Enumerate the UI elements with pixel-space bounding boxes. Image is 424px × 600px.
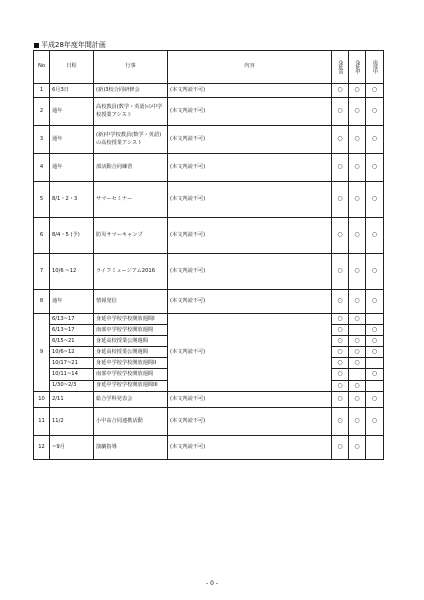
mark-school-1: ○ — [332, 358, 349, 369]
row-number: 10 — [34, 391, 50, 407]
row-number: 11 — [34, 407, 50, 435]
mark-school-3: ○ — [366, 218, 384, 254]
row-content: (本文判読不可) — [168, 182, 332, 218]
header-no: No — [34, 51, 50, 84]
mark-school-2: ○ — [349, 154, 366, 182]
table-row — [34, 126, 384, 154]
row-event: 南部中学校学校開放週間 — [94, 325, 168, 336]
row-event: サマーセミナー — [94, 182, 168, 218]
mark-school-3: ○ — [366, 369, 384, 380]
row-date: 8/1・2・3 — [50, 182, 94, 218]
row-content: (本文判読不可) — [168, 407, 332, 435]
mark-school-3: ○ — [366, 182, 384, 218]
table-row — [34, 407, 384, 435]
mark-school-2: ○ — [349, 126, 366, 154]
mark-school-2: ○ — [349, 358, 366, 369]
mark-school-2: ○ — [349, 98, 366, 126]
row-number: 12 — [34, 435, 50, 459]
row-date: 10/11~14 — [50, 369, 94, 380]
mark-school-2: ○ — [349, 347, 366, 358]
row-date: 8/4・5 (予) — [50, 218, 94, 254]
row-event: 南部中学校学校開放週間 — [94, 369, 168, 380]
row-number: 2 — [34, 98, 50, 126]
row-content: (本文判読不可) — [168, 154, 332, 182]
table-row — [34, 391, 384, 407]
row-date: 2/11 — [50, 391, 94, 407]
mark-school-1: ○ — [332, 290, 349, 314]
page-title: 平成28年度年間計画 — [34, 40, 106, 50]
row-number: 1 — [34, 84, 50, 98]
row-date: 10/6~12 — [50, 347, 94, 358]
row-date: 10/6 ~12 — [50, 254, 94, 290]
header-school-2: 身延中 — [349, 51, 366, 84]
mark-school-3 — [366, 358, 384, 369]
page-number: - 0 - — [206, 580, 218, 587]
row-number: 3 — [34, 126, 50, 154]
mark-school-3: ○ — [366, 98, 384, 126]
mark-school-1: ○ — [332, 154, 349, 182]
row-content: (本文判読不可) — [168, 98, 332, 126]
row-event: 情報発信 — [94, 290, 168, 314]
table-row — [34, 98, 384, 126]
mark-school-1: ○ — [332, 84, 349, 98]
row-content: (本文判読不可) — [168, 435, 332, 459]
row-event: 身延中学校学校開放週間II — [94, 358, 168, 369]
row-number: 7 — [34, 254, 50, 290]
mark-school-2: ○ — [349, 218, 366, 254]
row-date: 6/15~21 — [50, 336, 94, 347]
mark-school-3: ○ — [366, 391, 384, 407]
mark-school-2: ○ — [349, 391, 366, 407]
mark-school-3: ○ — [366, 254, 384, 290]
mark-school-2: ○ — [349, 182, 366, 218]
mark-school-1: ○ — [332, 336, 349, 347]
row-number: 4 — [34, 154, 50, 182]
mark-school-1: ○ — [332, 369, 349, 380]
row-number: 5 — [34, 182, 50, 218]
mark-school-1: ○ — [332, 347, 349, 358]
row-event: 小中高合同連携活動 — [94, 407, 168, 435]
mark-school-2: ○ — [349, 84, 366, 98]
mark-school-1: ○ — [332, 314, 349, 325]
mark-school-2: ○ — [349, 254, 366, 290]
header-content: 内容 — [168, 51, 332, 84]
mark-school-1: ○ — [332, 98, 349, 126]
row-event: 部活動合同練習 — [94, 154, 168, 182]
row-date: 通年 — [50, 126, 94, 154]
table-row — [34, 218, 384, 254]
table-row — [34, 290, 384, 314]
mark-school-1: ○ — [332, 182, 349, 218]
row-date: 6/13~17 — [50, 314, 94, 325]
mark-school-3 — [366, 380, 384, 391]
row-content: (本文判読不可) — [168, 126, 332, 154]
row-date: ~9月 — [50, 435, 94, 459]
mark-school-3 — [366, 435, 384, 459]
row-event: (新)3校合同研修会 — [94, 84, 168, 98]
row-number: 8 — [34, 290, 50, 314]
header-school-1: 身延高 — [332, 51, 349, 84]
row-date: 通年 — [50, 98, 94, 126]
bullet-square-icon — [34, 43, 39, 48]
mark-school-1: ○ — [332, 391, 349, 407]
mark-school-2: ○ — [349, 290, 366, 314]
table-row — [34, 314, 384, 325]
mark-school-3: ○ — [366, 347, 384, 358]
header-date: 日程 — [50, 51, 94, 84]
row-content: (本文判読不可) — [168, 84, 332, 98]
row-event: 総合学科発表会 — [94, 391, 168, 407]
mark-school-2: ○ — [349, 380, 366, 391]
mark-school-1: ○ — [332, 254, 349, 290]
row-content: (本文判読不可) — [168, 391, 332, 407]
table-header — [34, 51, 384, 84]
mark-school-3: ○ — [366, 154, 384, 182]
table-row — [34, 254, 384, 290]
mark-school-3: ○ — [366, 126, 384, 154]
row-event: 身延中学校学校開放週間III — [94, 380, 168, 391]
row-date: 10/17~21 — [50, 358, 94, 369]
mark-school-1: ○ — [332, 435, 349, 459]
row-content: (本文判読不可) — [168, 290, 332, 314]
row-date: 通年 — [50, 290, 94, 314]
row-event: ライフミュージアム2016 — [94, 254, 168, 290]
table-row — [34, 182, 384, 218]
row-date: 6/13~17 — [50, 325, 94, 336]
row-event: 身延高校授業公開週間 — [94, 336, 168, 347]
annual-plan-table — [33, 50, 384, 460]
row-number: 6 — [34, 218, 50, 254]
mark-school-3: ○ — [366, 407, 384, 435]
table-row — [34, 84, 384, 98]
mark-school-3: ○ — [366, 290, 384, 314]
header-school-3: 南部中 — [366, 51, 384, 84]
mark-school-1: ○ — [332, 407, 349, 435]
row-content: (本文判読不可) — [168, 314, 332, 392]
row-date: 11/2 — [50, 407, 94, 435]
row-event: 身延中学校学校開放週間I — [94, 314, 168, 325]
row-date: 1/30~2/3 — [50, 380, 94, 391]
row-event: 身延高校授業公開週間 — [94, 347, 168, 358]
row-content: (本文判読不可) — [168, 218, 332, 254]
header-event: 行事 — [94, 51, 168, 84]
mark-school-3: ○ — [366, 336, 384, 347]
row-number: 9 — [34, 314, 50, 392]
mark-school-1: ○ — [332, 380, 349, 391]
mark-school-1: ○ — [332, 218, 349, 254]
row-date: 通年 — [50, 154, 94, 182]
mark-school-1: ○ — [332, 325, 349, 336]
table-row — [34, 154, 384, 182]
row-event: 演劇指導 — [94, 435, 168, 459]
row-event: 高校教員(数学・英語)の中学校授業アシスト — [94, 98, 168, 126]
mark-school-3 — [366, 314, 384, 325]
row-event: 防災サマーキャンプ — [94, 218, 168, 254]
table-row — [34, 435, 384, 459]
mark-school-1: ○ — [332, 126, 349, 154]
row-event: (新)中学校教員(数学・英語)の高校授業アシスト — [94, 126, 168, 154]
mark-school-2: ○ — [349, 435, 366, 459]
mark-school-3: ○ — [366, 84, 384, 98]
mark-school-3: ○ — [366, 325, 384, 336]
row-content: (本文判読不可) — [168, 254, 332, 290]
mark-school-2 — [349, 325, 366, 336]
mark-school-2: ○ — [349, 314, 366, 325]
mark-school-2: ○ — [349, 336, 366, 347]
mark-school-2: ○ — [349, 407, 366, 435]
row-date: 6月3日 — [50, 84, 94, 98]
mark-school-2 — [349, 369, 366, 380]
